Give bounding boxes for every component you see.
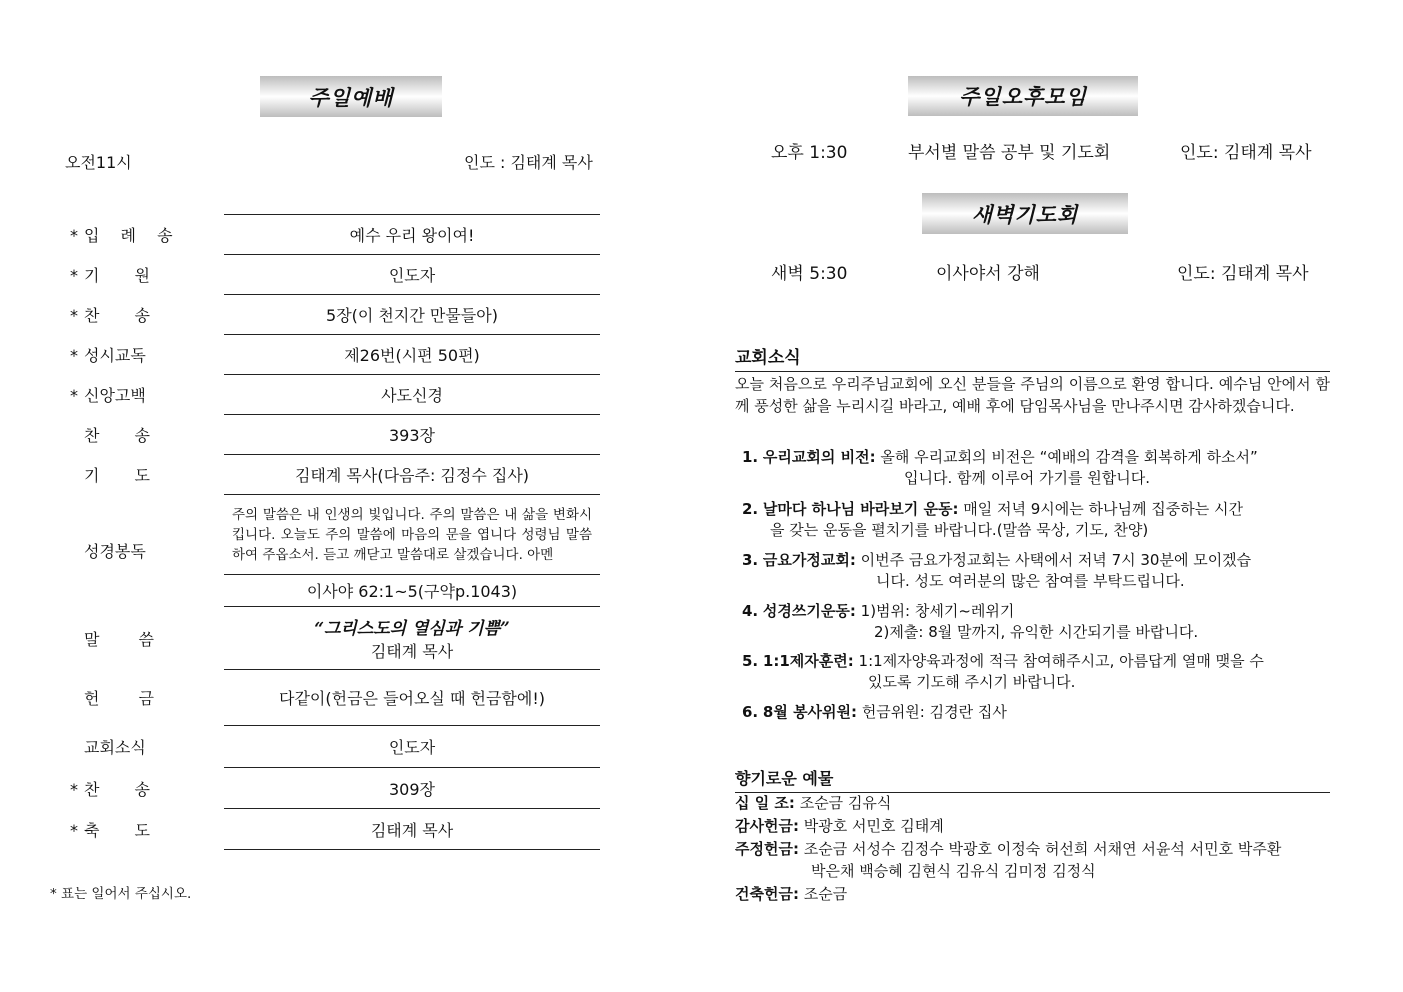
order-label: 기 도 [84, 466, 158, 485]
order-value: 다같이(헌금은 들어오실 때 헌금함에!) [224, 670, 600, 726]
order-row [60, 768, 600, 809]
news-item [742, 651, 1332, 693]
dawn-description: 이사야서 강해 [936, 264, 1040, 284]
order-of-worship-table [60, 214, 600, 850]
order-value: 김태계 목사 [224, 809, 600, 850]
order-row [60, 415, 600, 455]
dawn-time: 새벽 5:30 [771, 264, 848, 284]
afternoon-leader: 인도: 김태계 목사 [1180, 143, 1312, 163]
news-line: 1)범위: 창세기~레위기 [860, 602, 1015, 620]
scripture-row [60, 495, 600, 575]
news-item [742, 550, 1332, 592]
scripture-prayer-text: 주의 말씀은 내 인생의 빛입니다. 주의 말씀은 내 삶을 변화시킵니다. 오늘도 주의 말씀에 마음의 문을 엽니다 성령님 말씀하여 주옵소서. 듣고 깨닫고 말씀대로 살겠습니다. 아멘 [232, 506, 592, 563]
news-number: 3. [742, 551, 759, 569]
worship-leader: 인도 : 김태계 목사 [464, 153, 593, 172]
news-item [742, 702, 1332, 723]
news-item [742, 499, 1332, 541]
offering-names: 조순금 [803, 885, 848, 903]
standing-mark: * [70, 266, 78, 285]
offering-label: 주정헌금: [735, 840, 799, 858]
sermon-row [60, 607, 600, 670]
afternoon-meeting-banner: 주일오후모임 [908, 76, 1138, 116]
news-line: 있도록 기도해 주시기 바랍니다. [868, 673, 1076, 691]
scripture-label: 성경봉독 [84, 542, 146, 561]
news-line: 헌금위원: 김경란 집사 [861, 703, 1007, 721]
news-line: 을 갖는 운동을 펼치기를 바랍니다.(말씀 묵상, 기도, 찬양) [770, 521, 1149, 539]
order-row [60, 809, 600, 850]
order-row [60, 455, 600, 495]
offering-title: 향기로운 예물 [735, 766, 1330, 793]
news-item [742, 447, 1332, 489]
afternoon-time: 오후 1:30 [771, 143, 848, 163]
news-number: 1. [742, 448, 759, 466]
order-value: 예수 우리 왕이여! [224, 215, 600, 255]
offering-row [735, 815, 944, 837]
news-heading: 날마다 하나님 바라보기 운동: [762, 500, 959, 518]
scripture-reference: 이사야 62:1~5(구약p.1043) [224, 575, 600, 607]
order-row [60, 726, 600, 768]
standing-footnote: * 표는 일어서 주십시오. [50, 886, 192, 902]
offering-row [735, 883, 847, 905]
offering-row [735, 838, 1281, 882]
order-row [60, 335, 600, 375]
news-number: 6. [742, 703, 759, 721]
offering-names: 박은채 백승혜 김현식 김유식 김미정 김정식 [811, 862, 1096, 880]
order-value: 김태계 목사(다음주: 김정수 집사) [224, 455, 600, 495]
sunday-worship-banner: 주일예배 [260, 76, 442, 117]
order-row [60, 215, 600, 255]
standing-mark: * [70, 346, 78, 365]
offering-label: 감사헌금: [735, 817, 799, 835]
news-line: 매일 저녁 9시에는 하나님께 집중하는 시간 [963, 500, 1243, 518]
order-label: 찬 송 [84, 779, 158, 799]
order-label: 헌 금 [84, 689, 162, 708]
order-label: 찬 송 [84, 426, 158, 445]
sermon-preacher: 김태계 목사 [370, 642, 454, 661]
order-label: 교회소식 [84, 738, 146, 757]
offering-row [735, 792, 891, 814]
order-label: 기 원 [84, 266, 158, 285]
order-value: 인도자 [224, 255, 600, 295]
offering-names: 조순금 서성수 김정수 박광호 이정숙 허선희 서채연 서윤석 서민호 박주환 [803, 840, 1282, 858]
offering-label: 십 일 조: [735, 794, 795, 812]
news-line: 이번주 금요가정교회는 사택에서 저녁 7시 30분에 모이겠습 [860, 551, 1252, 569]
sermon-title: “그리스도의 열심과 기쁨” [314, 619, 510, 639]
news-line: 올해 우리교회의 비전은 “예배의 감격을 회복하게 하소서” [880, 448, 1258, 466]
order-value: 393장 [224, 415, 600, 455]
offering-label: 건축헌금: [735, 885, 799, 903]
offering-names: 조순금 김유식 [799, 794, 892, 812]
news-item [742, 601, 1332, 643]
worship-time: 오전11시 [65, 153, 132, 172]
order-row [60, 295, 600, 335]
news-number: 2. [742, 500, 759, 518]
standing-mark: * [70, 820, 78, 840]
standing-mark: * [70, 226, 78, 245]
order-row [60, 255, 600, 295]
news-line: 1:1제자양육과정에 적극 참여해주시고, 아름답게 열매 맺을 수 [858, 652, 1264, 670]
news-heading: 금요가정교회: [762, 551, 856, 569]
standing-mark: * [70, 779, 78, 799]
news-heading: 1:1제자훈련: [762, 652, 854, 670]
order-value: 사도신경 [224, 375, 600, 415]
church-news-title: 교회소식 [735, 343, 1330, 372]
church-news-intro: 오늘 처음으로 우리주님교회에 오신 분들을 주님의 이름으로 환영 합니다. 예수님 안에서 함께 풍성한 삶을 누리시길 바라고, 예배 후에 담임목사님을 만나주시면 감사하겠습니다. [735, 375, 1330, 415]
news-number: 4. [742, 602, 759, 620]
news-line: 2)제출: 8월 말까지, 유익한 시간되기를 바랍니다. [874, 623, 1199, 641]
order-label: 축 도 [84, 820, 158, 840]
order-label: 입 례 송 [84, 226, 181, 245]
news-heading: 성경쓰기운동: [762, 602, 856, 620]
order-value: 309장 [224, 768, 600, 809]
order-value: 5장(이 천지간 만물들아) [224, 295, 600, 335]
dawn-leader: 인도: 김태계 목사 [1177, 264, 1309, 284]
order-value: 제26번(시편 50편) [224, 335, 600, 375]
offering-names: 박광호 서민호 김태계 [803, 817, 944, 835]
news-heading: 8월 봉사위원: [762, 703, 858, 721]
standing-mark: * [70, 306, 78, 325]
dawn-prayer-banner: 새벽기도회 [922, 193, 1128, 234]
order-value: 인도자 [224, 726, 600, 768]
order-label: 신앙고백 [84, 386, 146, 405]
afternoon-description: 부서별 말씀 공부 및 기도회 [908, 143, 1111, 163]
news-number: 5. [742, 652, 759, 670]
order-label: 찬 송 [84, 306, 158, 325]
order-row [60, 375, 600, 415]
order-row [60, 670, 600, 726]
news-line: 입니다. 함께 이루어 가기를 원합니다. [904, 469, 1150, 487]
news-heading: 우리교회의 비전: [762, 448, 876, 466]
order-label: 성시교독 [84, 346, 146, 365]
sermon-label: 말 씀 [84, 629, 162, 649]
news-line: 니다. 성도 여러분의 많은 참여를 부탁드립니다. [876, 572, 1185, 590]
standing-mark: * [70, 386, 78, 405]
